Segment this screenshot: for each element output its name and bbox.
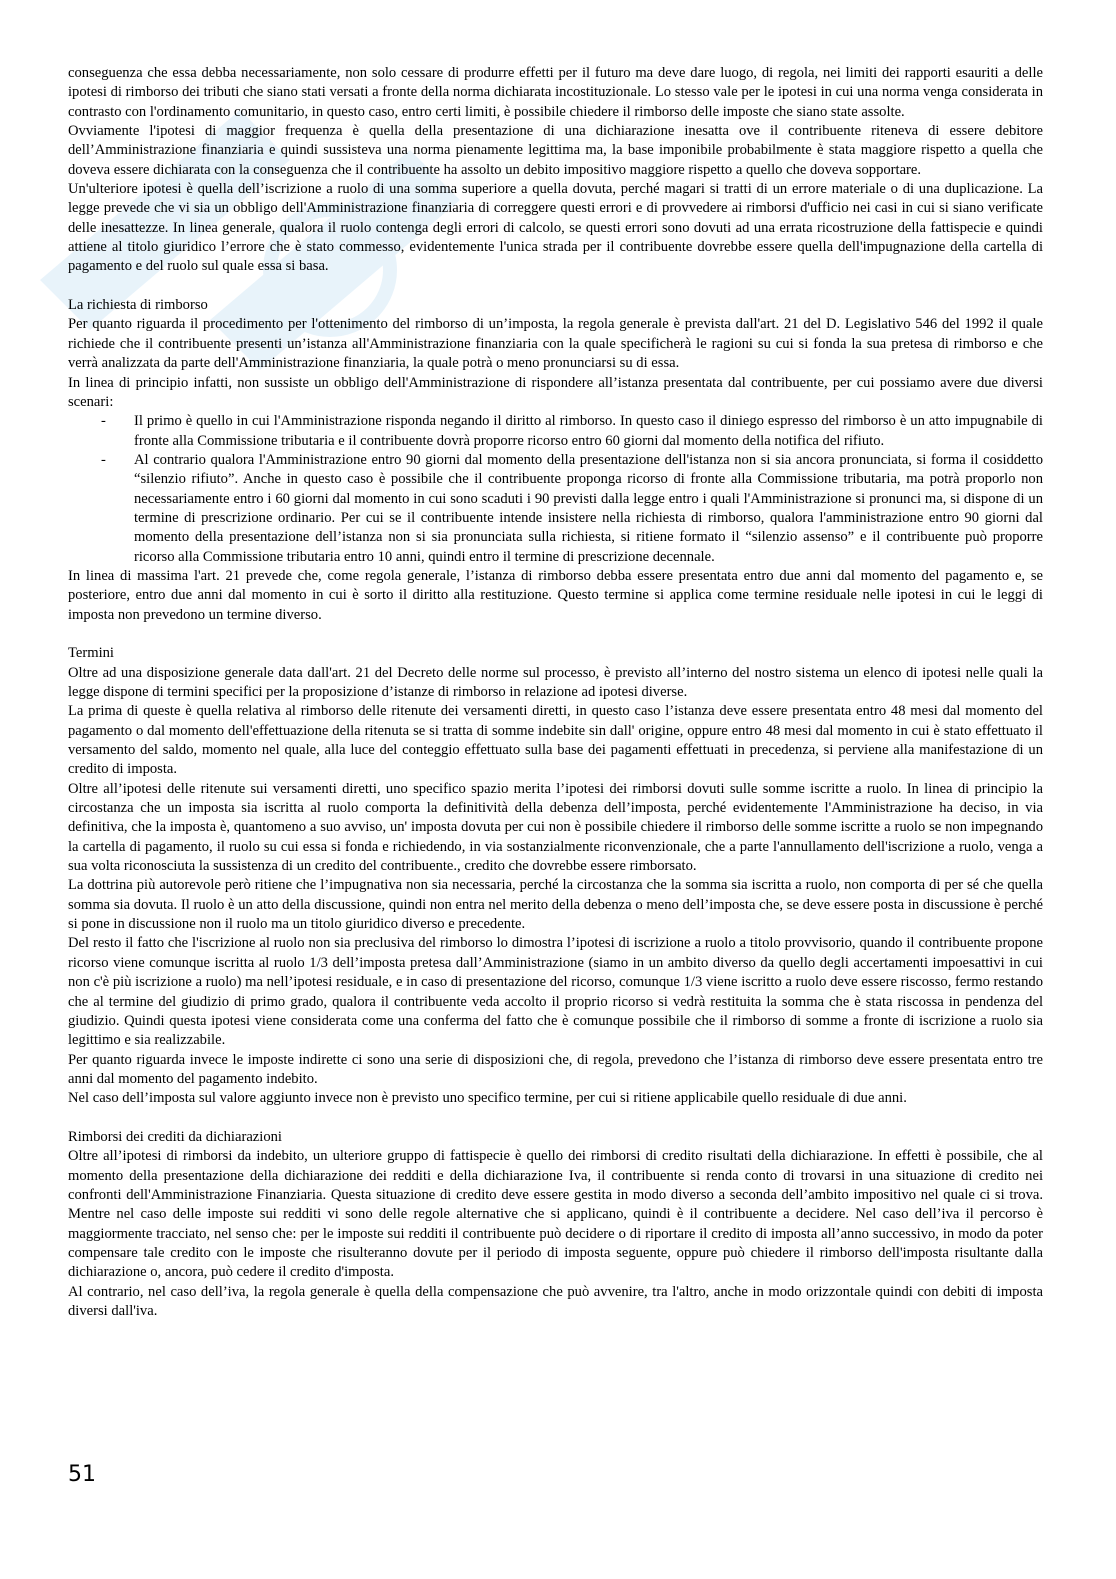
page-number: 51: [68, 1462, 96, 1487]
heading-richiesta-rimborso: La richiesta di rimborso: [68, 297, 208, 314]
document-page: [68, 64, 1043, 1321]
heading-termini: Termini: [68, 645, 114, 662]
crediti-paragraph-2: Al contrario, nel caso dell’iva, la regola generale è quella della compensazione che può avvenire, tra l'altro, anche in modo orizzontale quindi con debiti di imposta diversi dall'iva.: [68, 1283, 1043, 1319]
list-item-text: Al contrario qualora l'Amministrazione entro 90 giorni dal momento della presentazione dell'istanza non si sia ancora pronunciata, si forma il cosiddetto “silenzio rifiuto”. Anche in questo caso è possibile che il contribuente proponga ricorso di fronte alla Commissione tributaria, ma potrà proporlo non necessariamente entro i 60 giorni dal momento in cui sono scaduti i 90 previsti dalla legge entro i quali l'Amministrazione si pronunci ma, si dispone di un termine di prescrizione ordinario. Per cui se il contribuente intende insistere nella richiesta di rimborso, qualora l'amministrazione entro 90 giorni dal momento della presentazione dell’istanza non si sia pronunciata sulla richiesta, si ritiene formato il “silenzio assenso” e il contribuente può proporre ricorso alla Commissione tributaria entro 10 anni, quindi entro il termine di prescrizione decennale.: [134, 451, 1043, 565]
crediti-paragraph-1: Oltre all’ipotesi di rimborsi da indebito, un ulteriore gruppo di fattispecie è quello dei rimborsi di credito risultati della dichiarazione. In effetti è possibile, che al momento della presentazione della dichiarazione dei redditi e della dichiarazione Iva, il contribuente si renda conto di trovarsi in una situazione di credito nei confronti dell'Amministrazione Finanziaria. Questa situazione di credito deve essere gestita in modo diverso a seconda dell’ambito impositivo nel quale ci si trova. Mentre nel caso delle imposte sui redditi vi sono delle regole alternative che si applicano, quindi è il contribuente a decidere. Nel caso dell’iva il percorso è maggiormente tracciato, nel senso che: per le imposte sui redditi il contribuente può decidere o di riportare il credito di imposta all’anno successivo, in modo da poter compensare tale credito con le imposte che risulteranno dovute per il periodo di imposta seguente, oppure può chiedere il rimborso dell'imposta risultante dalla dichiarazione o, ancora, può cedere il credito d'imposta.: [68, 1148, 1043, 1281]
list-bullet: -: [101, 413, 106, 430]
intro-paragraph-3: Un'ulteriore ipotesi è quella dell’iscrizione a ruolo di una somma superiore a quella dovuta, perché magari si tratti di un errore materiale o di una duplicazione. La legge prevede che vi sia un obbligo dell'Amministrazione finanziaria di correggere questi errori e di provvedere ai rimborsi d'ufficio nei casi in cui si siano verificate delle inesattezze. In linea generale, qualora il ruolo contenga degli errori di calcolo, se questi errori sono dovuti ad una errata ricostruzione della fattispecie e quindi attiene al titolo giuridico l’errore che è stato commesso, evidentemente l'unica strada per il contribuente dovrebbe essere quella dell'impugnazione della cartella di pagamento e del ruolo sul quale essa si basa.: [68, 181, 1043, 275]
termini-paragraph-3: Oltre all’ipotesi delle ritenute sui versamenti diretti, uno specifico spazio merita l’ipotesi dei rimborsi dovuti sulle somme iscritte a ruolo. In linea di principio la circostanza che un imposta sia iscritta al ruolo comporta la definitività della debenza dell’imposta, perché evidentemente l'Amministrazione ha deciso, in via definitiva, che la imposta è, quantomeno a suo avviso, un' imposta dovuta per cui non è possibile chiedere il rimborso delle somme iscritte a ruolo se non impegnando la cartella di pagamento, il ruolo su cui essa si fonda e richiedendo, in via sostanzialmente riconvenzionale, che a parte l'annullamento dell'iscrizione a ruolo, venga a sua volta riconosciuta la sussistenza di un credito del contribuente., credito che dovrebbe essere rimborsato.: [68, 780, 1043, 875]
intro-paragraph-1: conseguenza che essa debba necessariamente, non solo cessare di produrre effetti per il futuro ma deve dare luogo, di regola, nei limiti dei rapporti esauriti a delle ipotesi di rimborso dei tributi che siano stati versati a fronte della norma dichiarata incostituzionale. Lo stesso vale per le ipotesi in cui una norma venga considerata in contrasto con l'ordinamento comunitario, in questo caso, entro certi limiti, è possibile chiedere il rimborso delle imposte che siano state assolte.: [68, 65, 1043, 120]
list-item: [68, 412, 1043, 451]
list-item-text: Il primo è quello in cui l'Amministrazione risponda negando il diritto al rimborso. In questo caso il diniego espresso del rimborso è un atto impugnabile di fronte alla Commissione tributaria e il contribuente dovrà proporre ricorso entro 60 giorni dal momento della notifica del rifiuto.: [134, 413, 1043, 449]
heading-rimborsi-crediti: Rimborsi dei crediti da dichiarazioni: [68, 1128, 282, 1145]
termini-paragraph-1: Oltre ad una disposizione generale data dall'art. 21 del Decreto delle norme sul processo, è previsto all’interno del nostro sistema un elenco di ipotesi nelle quali la legge dispone di termini specifici per la proposizione d’istanze di rimborso in relazione ad ipotesi diverse.: [68, 664, 1043, 700]
termini-paragraph-7: Nel caso dell’imposta sul valore aggiunto invece non è previsto uno specifico termine, per cui si ritiene applicabile quello residuale di due anni.: [68, 1090, 907, 1107]
intro-paragraph-2: Ovviamente l'ipotesi di maggior frequenza è quella della presentazione di una dichiarazione inesatta ove il contribuente riteneva di essere debitore dell’Amministrazione finanziaria e quindi sussisteva una norma pienamente legittima ma, la base imponibile probabilmente è stata maggiore rispetto a quella che doveva essere dichiarata con la conseguenza che il contribuente ha assolto un debito impositivo maggiore rispetto a quello che doveva sopportare.: [68, 123, 1043, 178]
list-bullet: -: [101, 451, 106, 468]
rimborso-paragraph-2: In linea di principio infatti, non sussiste un obbligo dell'Amministrazione di rispondere all’istanza presentata dal contribuente, per cui possiamo avere due diversi scenari:: [68, 374, 1043, 410]
list-item: [68, 451, 1043, 567]
rimborso-paragraph-1: Per quanto riguarda il procedimento per l'ottenimento del rimborso di un’imposta, la regola generale è prevista dall'art. 21 del D. Legislativo 546 del 1992 il quale richiede che il contribuente presenti un’istanza all'Amministrazione finanziaria con la quale specificherà le ragioni su cui si fonda la sua pretesa di rimborso e che verrà analizzata da parte dell'Amministrazione finanziaria, la quale potrà o meno pronunciarsi su di essa.: [68, 316, 1043, 372]
termini-paragraph-5: Del resto il fatto che l'iscrizione al ruolo non sia preclusiva del rimborso lo dimostra l’ipotesi di iscrizione a ruolo a titolo provvisorio, quando il contribuente propone ricorso viene comunque iscritta al ruolo 1/3 dell’imposta pretesa dall’Amministrazione (siamo in un ambito diverso da quello degli accertamenti impoesattivi in cui non c'è più iscrizione a ruolo) ma nell’ipotesi residuale, e in caso di presentazione del ricorso, comunque 1/3 viene iscritto a ruolo deve essere riscosso, fermo restando che al termine del giudizio di primo grado, qualora il contribuente veda accolto il proprio ricorso si vedrà restituita la somma che è stata riscossa in pendenza del giudizio. Quindi questa ipotesi viene considerata come una conferma del fatto che è comunque possibile che il rimborso di somme a fronte di iscrizione a ruolo sia legittimo e sia realizzabile.: [68, 935, 1043, 1049]
termini-paragraph-2: La prima di queste è quella relativa al rimborso delle ritenute dei versamenti diretti, in questo caso l’istanza deve essere presentata entro 48 mesi dal momento del pagamento o dal momento dell'effettuazione della ritenuta se si tratta di somme indebite sin dall' origine, oppure entro 48 mesi dal momento in cui è stato effettuato il versamento del saldo, momento nel quale, alla luce del conteggio effettuato sulla base dei pagamenti effettuati in precedenza, si perviene alla manifestazione di un credito di imposta.: [68, 703, 1043, 778]
termini-paragraph-4: La dottrina più autorevole però ritiene che l’impugnativa non sia necessaria, perché la circostanza che la somma sia iscritta a ruolo, non comporta di per sé che quella somma sia dovuta. Il ruolo è un atto della discussione, quindi non entra nel merito della debenza o meno dell’imposta che, se deve essere posta in discussione è perché si pone in discussione non il ruolo ma un titolo giuridico diverso e precedente.: [68, 877, 1043, 933]
scenario-list: [68, 412, 1043, 567]
rimborso-closing-paragraph: In linea di massima l'art. 21 prevede che, come regola generale, l’istanza di rimborso debba essere presentata entro due anni dal momento del pagamento e, se posteriore, entro due anni dal momento in cui è sorto il diritto alla restituzione. Questo termine si applica come termine residuale nelle ipotesi in cui le leggi di imposta non prevedono un termine diverso.: [68, 567, 1043, 623]
termini-paragraph-6: Per quanto riguarda invece le imposte indirette ci sono una serie di disposizioni che, di regola, prevedono che l’istanza di rimborso deve essere presentata entro tre anni dal momento del pagamento indebito.: [68, 1051, 1043, 1087]
